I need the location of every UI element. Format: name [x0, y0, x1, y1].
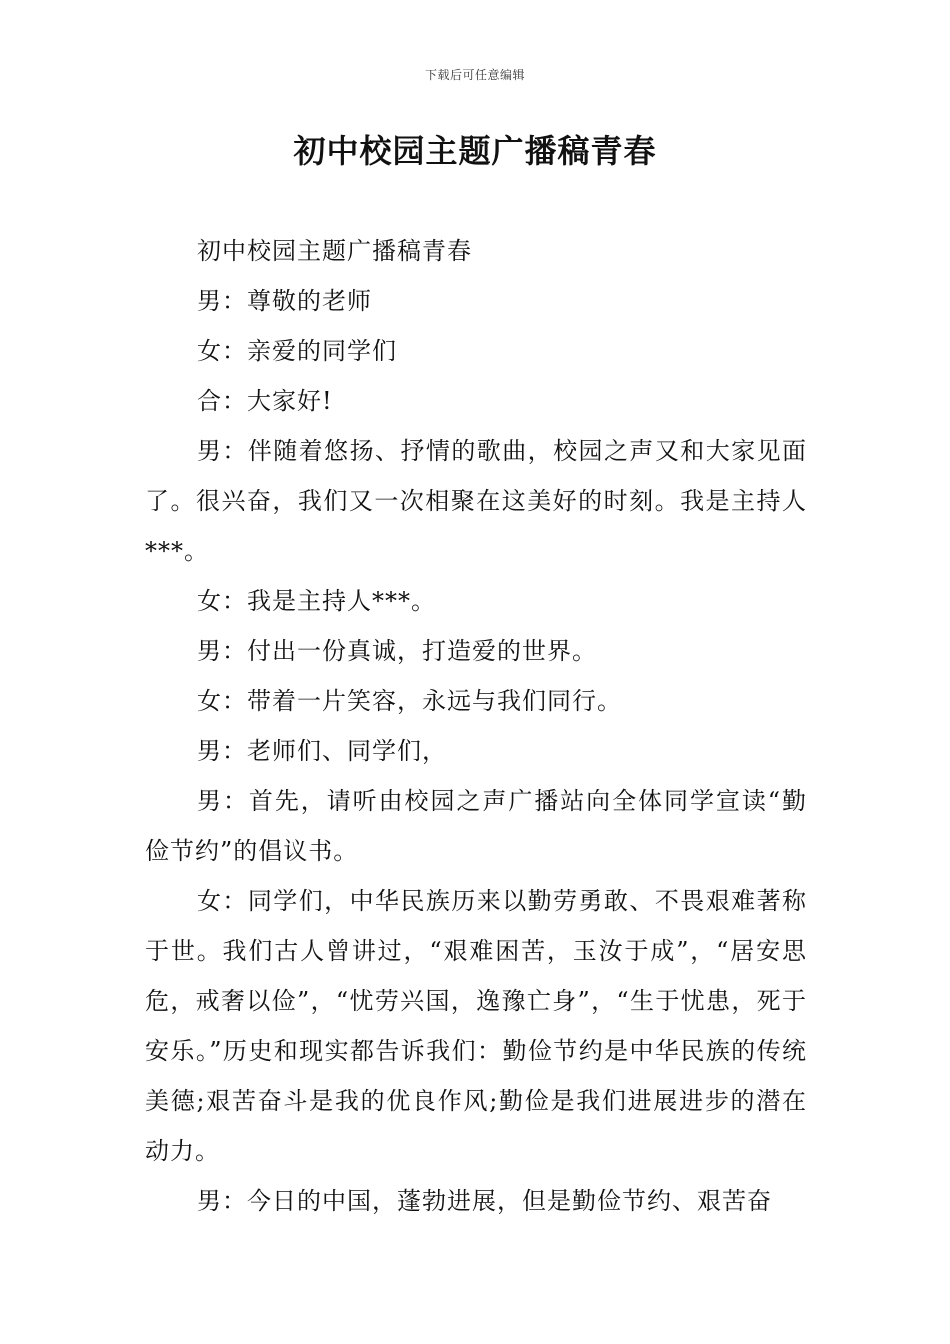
paragraph-male-greeting: 男：尊敬的老师	[197, 287, 372, 315]
paragraph-male-line: 男：付出一份真诚，打造爱的世界。	[197, 637, 597, 665]
paragraph-subtitle: 初中校园主题广播稿青春	[197, 237, 472, 265]
paragraph-female-greeting: 女：亲爱的同学们	[197, 337, 397, 365]
paragraph-together-greeting: 合：大家好!	[197, 387, 333, 415]
header-note: 下载后可任意编辑	[424, 68, 525, 82]
paragraph-male-proposal: 男：首先，请听由校园之声广播站向全体同学宣读“勤俭节约”的倡议书。	[145, 787, 807, 865]
paragraph-male-speech: 男：今日的中国，蓬勃进展，但是勤俭节约、艰苦奋	[197, 1187, 772, 1215]
paragraph-female-speech: 女：同学们，中华民族历来以勤劳勇敢、不畏艰难著称于世。我们古人曾讲过，“艰难困苦，玉汝于成”，“居安思危，戒奢以俭”，“忧劳兴国，逸豫亡身”，“生于忧患，死于安乐。”历史和现实都告诉我们：勤俭节约是中华民族的传统美德;艰苦奋斗是我的优良作风;勤俭是我们进展进步的潜在动力。	[145, 887, 807, 1165]
paragraph-male-intro: 男：伴随着悠扬、抒情的歌曲，校园之声又和大家见面了。很兴奋，我们又一次相聚在这美好的时刻。我是主持人***。	[145, 437, 807, 565]
paragraph-male-address: 男：老师们、同学们，	[197, 737, 447, 765]
paragraph-female-line: 女：带着一片笑容，永远与我们同行。	[197, 687, 622, 715]
paragraph-female-intro: 女：我是主持人***。	[197, 587, 436, 615]
document-body	[145, 226, 807, 1226]
document-title: 初中校园主题广播稿青春	[293, 132, 657, 170]
